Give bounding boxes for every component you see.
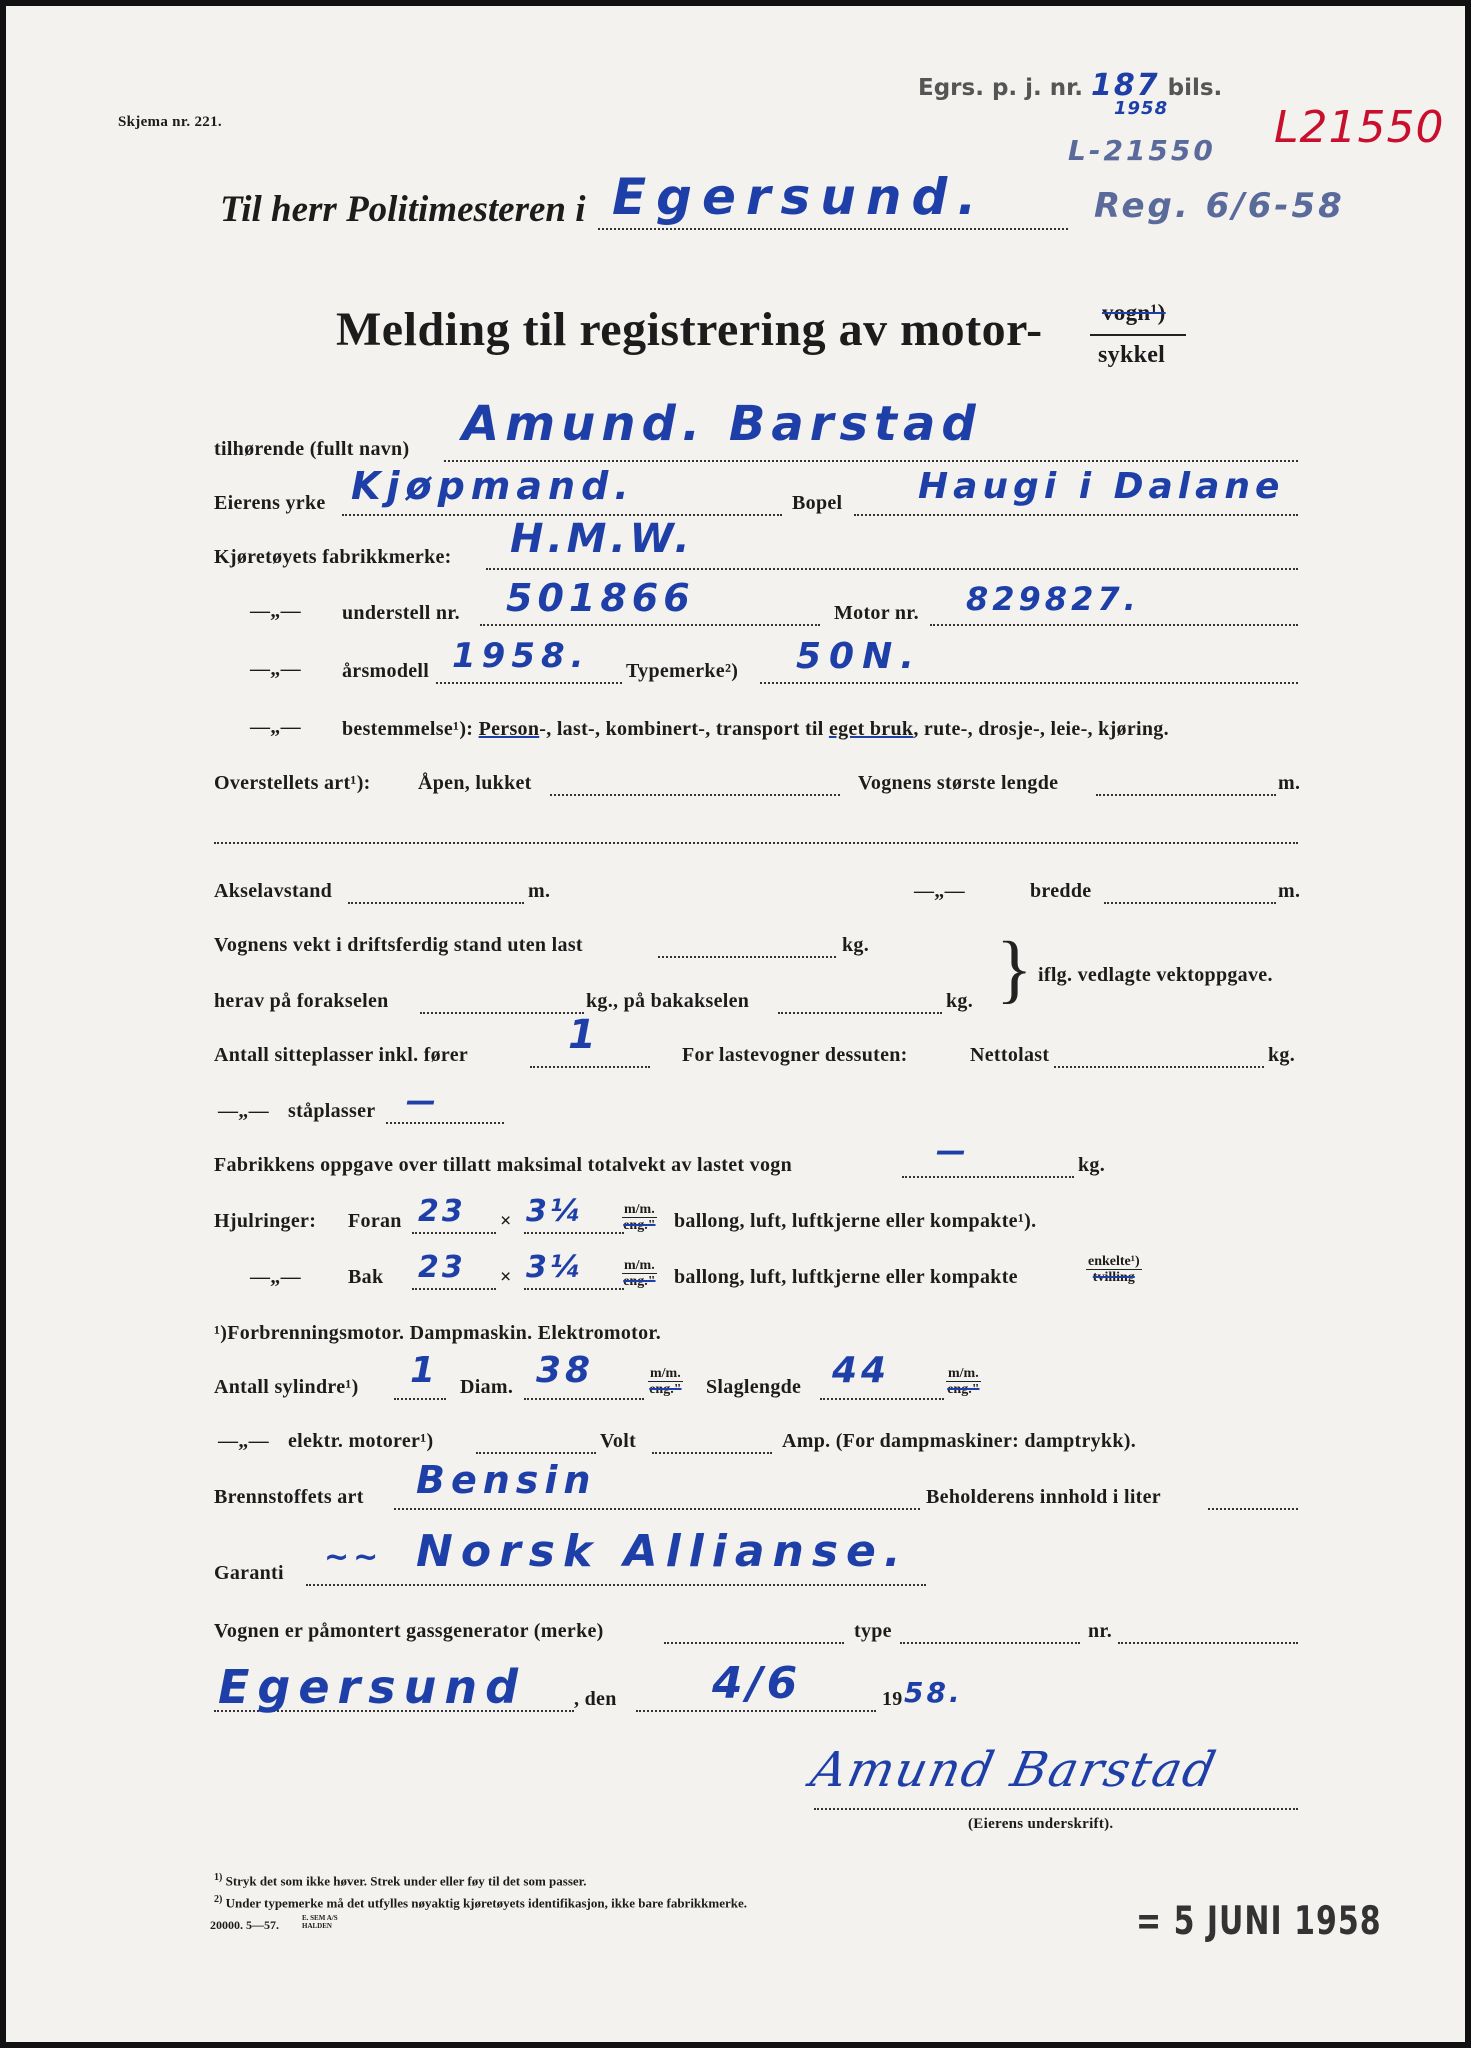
max-weight-line <box>902 1176 1074 1178</box>
twin-option: tvilling <box>1092 1270 1135 1285</box>
motor-label: Motor nr. <box>834 602 919 624</box>
unit-eng: eng." <box>623 1218 656 1233</box>
signing-year-prefix: 19 <box>882 1688 903 1710</box>
signing-date[interactable]: 4/6 <box>712 1658 802 1709</box>
diam-value[interactable]: 38 <box>536 1350 595 1391</box>
addressee-place: Egersund. <box>612 168 987 226</box>
unit-eng: eng." <box>649 1382 682 1397</box>
seats-line <box>530 1066 650 1068</box>
volt-line <box>652 1452 772 1454</box>
type-line <box>760 682 1298 684</box>
volt-label: Volt <box>600 1430 637 1452</box>
net-load-line <box>1054 1066 1264 1068</box>
seats-value[interactable]: 1 <box>568 1012 600 1058</box>
tires-rear-types: ballong, luft, luftkjerne eller kompakte <box>674 1266 1018 1288</box>
guarantee-label: Garanti <box>214 1562 284 1584</box>
net-load-label: Nettolast <box>970 1044 1050 1066</box>
footnote-1-text: Stryk det som ikke høver. Strek under eller føy til det som passer. <box>225 1873 587 1889</box>
tires-rear-unit <box>622 1258 657 1289</box>
motor-line <box>930 624 1298 626</box>
title-option-sykkel: sykkel <box>1098 342 1166 368</box>
print-info: 20000. 5—57. <box>210 1918 279 1932</box>
max-weight-label: Fabrikkens oppgave over tillatt maksimal totalvekt av lastet vogn <box>214 1154 793 1176</box>
rear-axle-label: kg., på bakakselen <box>586 990 750 1012</box>
weight-note: iflg. vedlagte vektoppgave. <box>1038 964 1273 986</box>
weight-brace: } <box>996 927 1033 1011</box>
reg-stamp-year: 1958 <box>1114 98 1169 119</box>
footnote-2-text: Under typemerke må det utfylles nøyaktig kjøretøyets identifikasjon, ikke bare fabrikkmerke. <box>225 1895 748 1911</box>
tires-front-value-1[interactable]: 23 <box>418 1194 466 1229</box>
signing-year-suffix[interactable]: 58. <box>904 1676 963 1709</box>
stroke-value[interactable]: 44 <box>832 1350 891 1391</box>
unit-mm: m/m. <box>948 1366 979 1381</box>
stroke-label: Slaglengde <box>706 1376 802 1398</box>
body-label: Overstellets art¹): <box>214 772 371 794</box>
gas-nr-line <box>1118 1642 1298 1644</box>
wheelbase-line <box>348 902 524 904</box>
schema-number: Skjema nr. 221. <box>118 114 222 130</box>
residence-value[interactable]: Haugi i Dalane <box>918 466 1285 507</box>
extra-line <box>214 842 1298 844</box>
reg-stamp-prefix: Egrs. p. j. nr. <box>918 75 1083 101</box>
owner-value[interactable]: Amund. Barstad <box>462 396 982 452</box>
make-line <box>486 568 1298 570</box>
electric-line <box>476 1452 596 1454</box>
form-title: Melding til registrering av motor- <box>336 303 1043 356</box>
tires-front-types: ballong, luft, luftkjerne eller kompakte¹). <box>674 1210 1037 1232</box>
cylinders-label: Antall sylindre¹) <box>214 1376 359 1398</box>
ditto-mark: —„— <box>250 658 301 680</box>
weight-label: Vognens vekt i driftsferdig stand uten last <box>214 934 583 956</box>
owner-label: tilhørende (fullt navn) <box>214 438 410 460</box>
signature-label: (Eierens underskrift). <box>968 1816 1114 1832</box>
title-option-vogn: vogn¹) <box>1102 300 1166 325</box>
diam-unit <box>648 1366 683 1397</box>
unit-eng: eng." <box>947 1382 980 1397</box>
fuel-label: Brennstoffets art <box>214 1486 364 1508</box>
length-line <box>1096 794 1276 796</box>
owner-signature: Amund Barstad <box>806 1742 1223 1798</box>
rear-axle-unit: kg. <box>946 990 974 1012</box>
make-label: Kjøretøyets fabrikkmerke: <box>214 546 452 568</box>
reg-plate-red: L21550 <box>1274 102 1445 153</box>
cylinders-line <box>394 1398 446 1400</box>
tires-front-label: Foran <box>348 1210 402 1232</box>
gas-type-line <box>900 1642 1080 1644</box>
profession-value[interactable]: Kjøpmand. <box>351 464 635 508</box>
ditto-mark: —„— <box>218 1430 269 1452</box>
diam-line <box>524 1398 644 1400</box>
tires-rear-value-2[interactable]: 3¼ <box>526 1250 584 1285</box>
stroke-line <box>820 1398 944 1400</box>
length-label: Vognens største lengde <box>858 772 1059 794</box>
guarantee-scribble: ~~ <box>324 1540 383 1575</box>
owner-line <box>444 460 1298 462</box>
tires-single-twin <box>1086 1254 1142 1285</box>
purpose-rest: , rute-, drosje-, leie-, kjøring. <box>913 718 1169 740</box>
amp-label: Amp. (For dampmaskiner: damptrykk). <box>782 1430 1137 1452</box>
footnote-1: $^{1)}$ Stryk det som ikke høver. Strek under eller føy til det som passer. <box>214 1872 587 1889</box>
net-load-unit: kg. <box>1268 1044 1296 1066</box>
tires-rear-label: Bak <box>348 1266 384 1288</box>
gas-label: Vognen er påmontert gassgenerator (merke) <box>214 1620 604 1642</box>
fuel-value[interactable]: Bensin <box>416 1458 597 1502</box>
electric-label: elektr. motorer¹) <box>288 1430 434 1452</box>
guarantee-line <box>306 1584 926 1586</box>
weight-line <box>658 956 836 958</box>
standing-label: ståplasser <box>288 1100 376 1122</box>
year-value[interactable]: 1958. <box>452 636 590 676</box>
guarantee-value[interactable]: Norsk Allianse. <box>416 1526 909 1577</box>
reg-stamp-suffix: bils. <box>1167 75 1223 101</box>
footnote-2: $^{2)}$ Under typemerke må det utfylles nøyaktig kjøretøyets identifikasjon, ikke bare fabrikkmerke. <box>214 1894 748 1911</box>
ditto-mark: —„— <box>250 1266 301 1288</box>
purpose-label-text: bestemmelse¹): <box>342 718 474 740</box>
registration-note: Reg. 6/6-58 <box>1094 186 1345 226</box>
addressee: Til herr Politimesteren i <box>220 189 586 230</box>
cargo-label: For lastevogner dessuten: <box>682 1044 908 1066</box>
width-unit: m. <box>1278 880 1301 902</box>
signing-place[interactable]: Egersund <box>218 1660 527 1714</box>
type-value[interactable]: 50N. <box>796 636 922 677</box>
unit-mm: m/m. <box>624 1258 655 1273</box>
date-line <box>636 1710 876 1712</box>
width-line <box>1104 902 1276 904</box>
ditto-mark: —„— <box>914 880 965 902</box>
standing-value[interactable]: — <box>406 1084 440 1119</box>
rear-axle-line <box>778 1012 942 1014</box>
residence-label: Bopel <box>792 492 843 514</box>
gas-line <box>664 1642 844 1644</box>
body-line <box>550 794 840 796</box>
title-fraction-line <box>1090 334 1186 336</box>
registration-stamp <box>918 68 1222 103</box>
engine-types: ¹)Forbrenningsmotor. Dampmaskin. Elektromotor. <box>214 1322 662 1344</box>
max-weight-unit: kg. <box>1078 1154 1106 1176</box>
standing-line <box>386 1122 504 1124</box>
max-weight-value[interactable]: — <box>936 1134 970 1169</box>
purpose-own-use: eget bruk <box>828 718 914 740</box>
gas-type-label: type <box>854 1620 892 1642</box>
length-unit: m. <box>1278 772 1301 794</box>
signature-line <box>814 1808 1298 1810</box>
stroke-unit <box>946 1366 981 1397</box>
year-line <box>436 682 622 684</box>
chassis-label: understell nr. <box>342 602 460 624</box>
purpose-person: Person <box>478 718 540 740</box>
tires-rear-line-2 <box>524 1288 624 1290</box>
reg-plate-handwritten: L-21550 <box>1068 134 1216 167</box>
ditto-mark: —„— <box>250 600 301 622</box>
purpose-mid: -, last-, kombinert-, transport til <box>539 718 829 740</box>
seats-label: Antall sitteplasser inkl. fører <box>214 1044 469 1066</box>
tires-front-times: × <box>500 1210 512 1232</box>
signing-den: , den <box>574 1688 617 1710</box>
wheelbase-unit: m. <box>528 880 551 902</box>
tires-front-line-1 <box>412 1232 496 1234</box>
tires-rear-value-1[interactable]: 23 <box>418 1250 466 1285</box>
tires-label: Hjulringer: <box>214 1210 317 1232</box>
front-axle-line <box>420 1012 584 1014</box>
tires-rear-times: × <box>500 1266 512 1288</box>
form-page <box>6 6 1465 2042</box>
width-label: bredde <box>1030 880 1092 902</box>
weight-unit: kg. <box>842 934 870 956</box>
fuel-line <box>394 1508 920 1510</box>
profession-label: Eierens yrke <box>214 492 326 514</box>
tires-front-unit <box>622 1202 657 1233</box>
tires-rear-line-1 <box>412 1288 496 1290</box>
tires-front-line-2 <box>524 1232 624 1234</box>
residence-line <box>854 514 1298 516</box>
ditto-mark: —„— <box>250 716 301 738</box>
body-value: Åpen, lukket <box>418 772 532 794</box>
reg-stamp-number: 187 <box>1090 68 1160 103</box>
type-label: Typemerke²) <box>626 660 739 682</box>
year-label: årsmodell <box>342 660 430 682</box>
unit-mm: m/m. <box>650 1366 681 1381</box>
cylinders-value[interactable]: 1 <box>410 1350 440 1391</box>
chassis-value[interactable]: 501866 <box>506 576 695 620</box>
chassis-line <box>480 624 820 626</box>
addressee-line <box>598 228 1068 230</box>
printer-info: E. SEM A/S HALDEN <box>302 1914 338 1930</box>
unit-eng: eng." <box>623 1274 656 1289</box>
unit-mm: m/m. <box>624 1202 655 1217</box>
wheelbase-label: Akselavstand <box>214 880 333 902</box>
make-value[interactable]: H.M.W. <box>510 516 694 562</box>
purpose-label <box>342 718 1169 741</box>
tank-line <box>1208 1508 1298 1510</box>
motor-value[interactable]: 829827. <box>966 580 1140 618</box>
tires-front-value-2[interactable]: 3¼ <box>526 1194 584 1229</box>
diam-label: Diam. <box>460 1376 514 1398</box>
ditto-mark: —„— <box>218 1100 269 1122</box>
tank-label: Beholderens innhold i liter <box>926 1486 1161 1508</box>
gas-nr-label: nr. <box>1088 1620 1113 1642</box>
front-axle-label: herav på forakselen <box>214 990 389 1012</box>
received-date-stamp: = 5 JUNI 1958 <box>1136 1898 1382 1945</box>
single-option: enkelte¹) <box>1088 1254 1140 1269</box>
